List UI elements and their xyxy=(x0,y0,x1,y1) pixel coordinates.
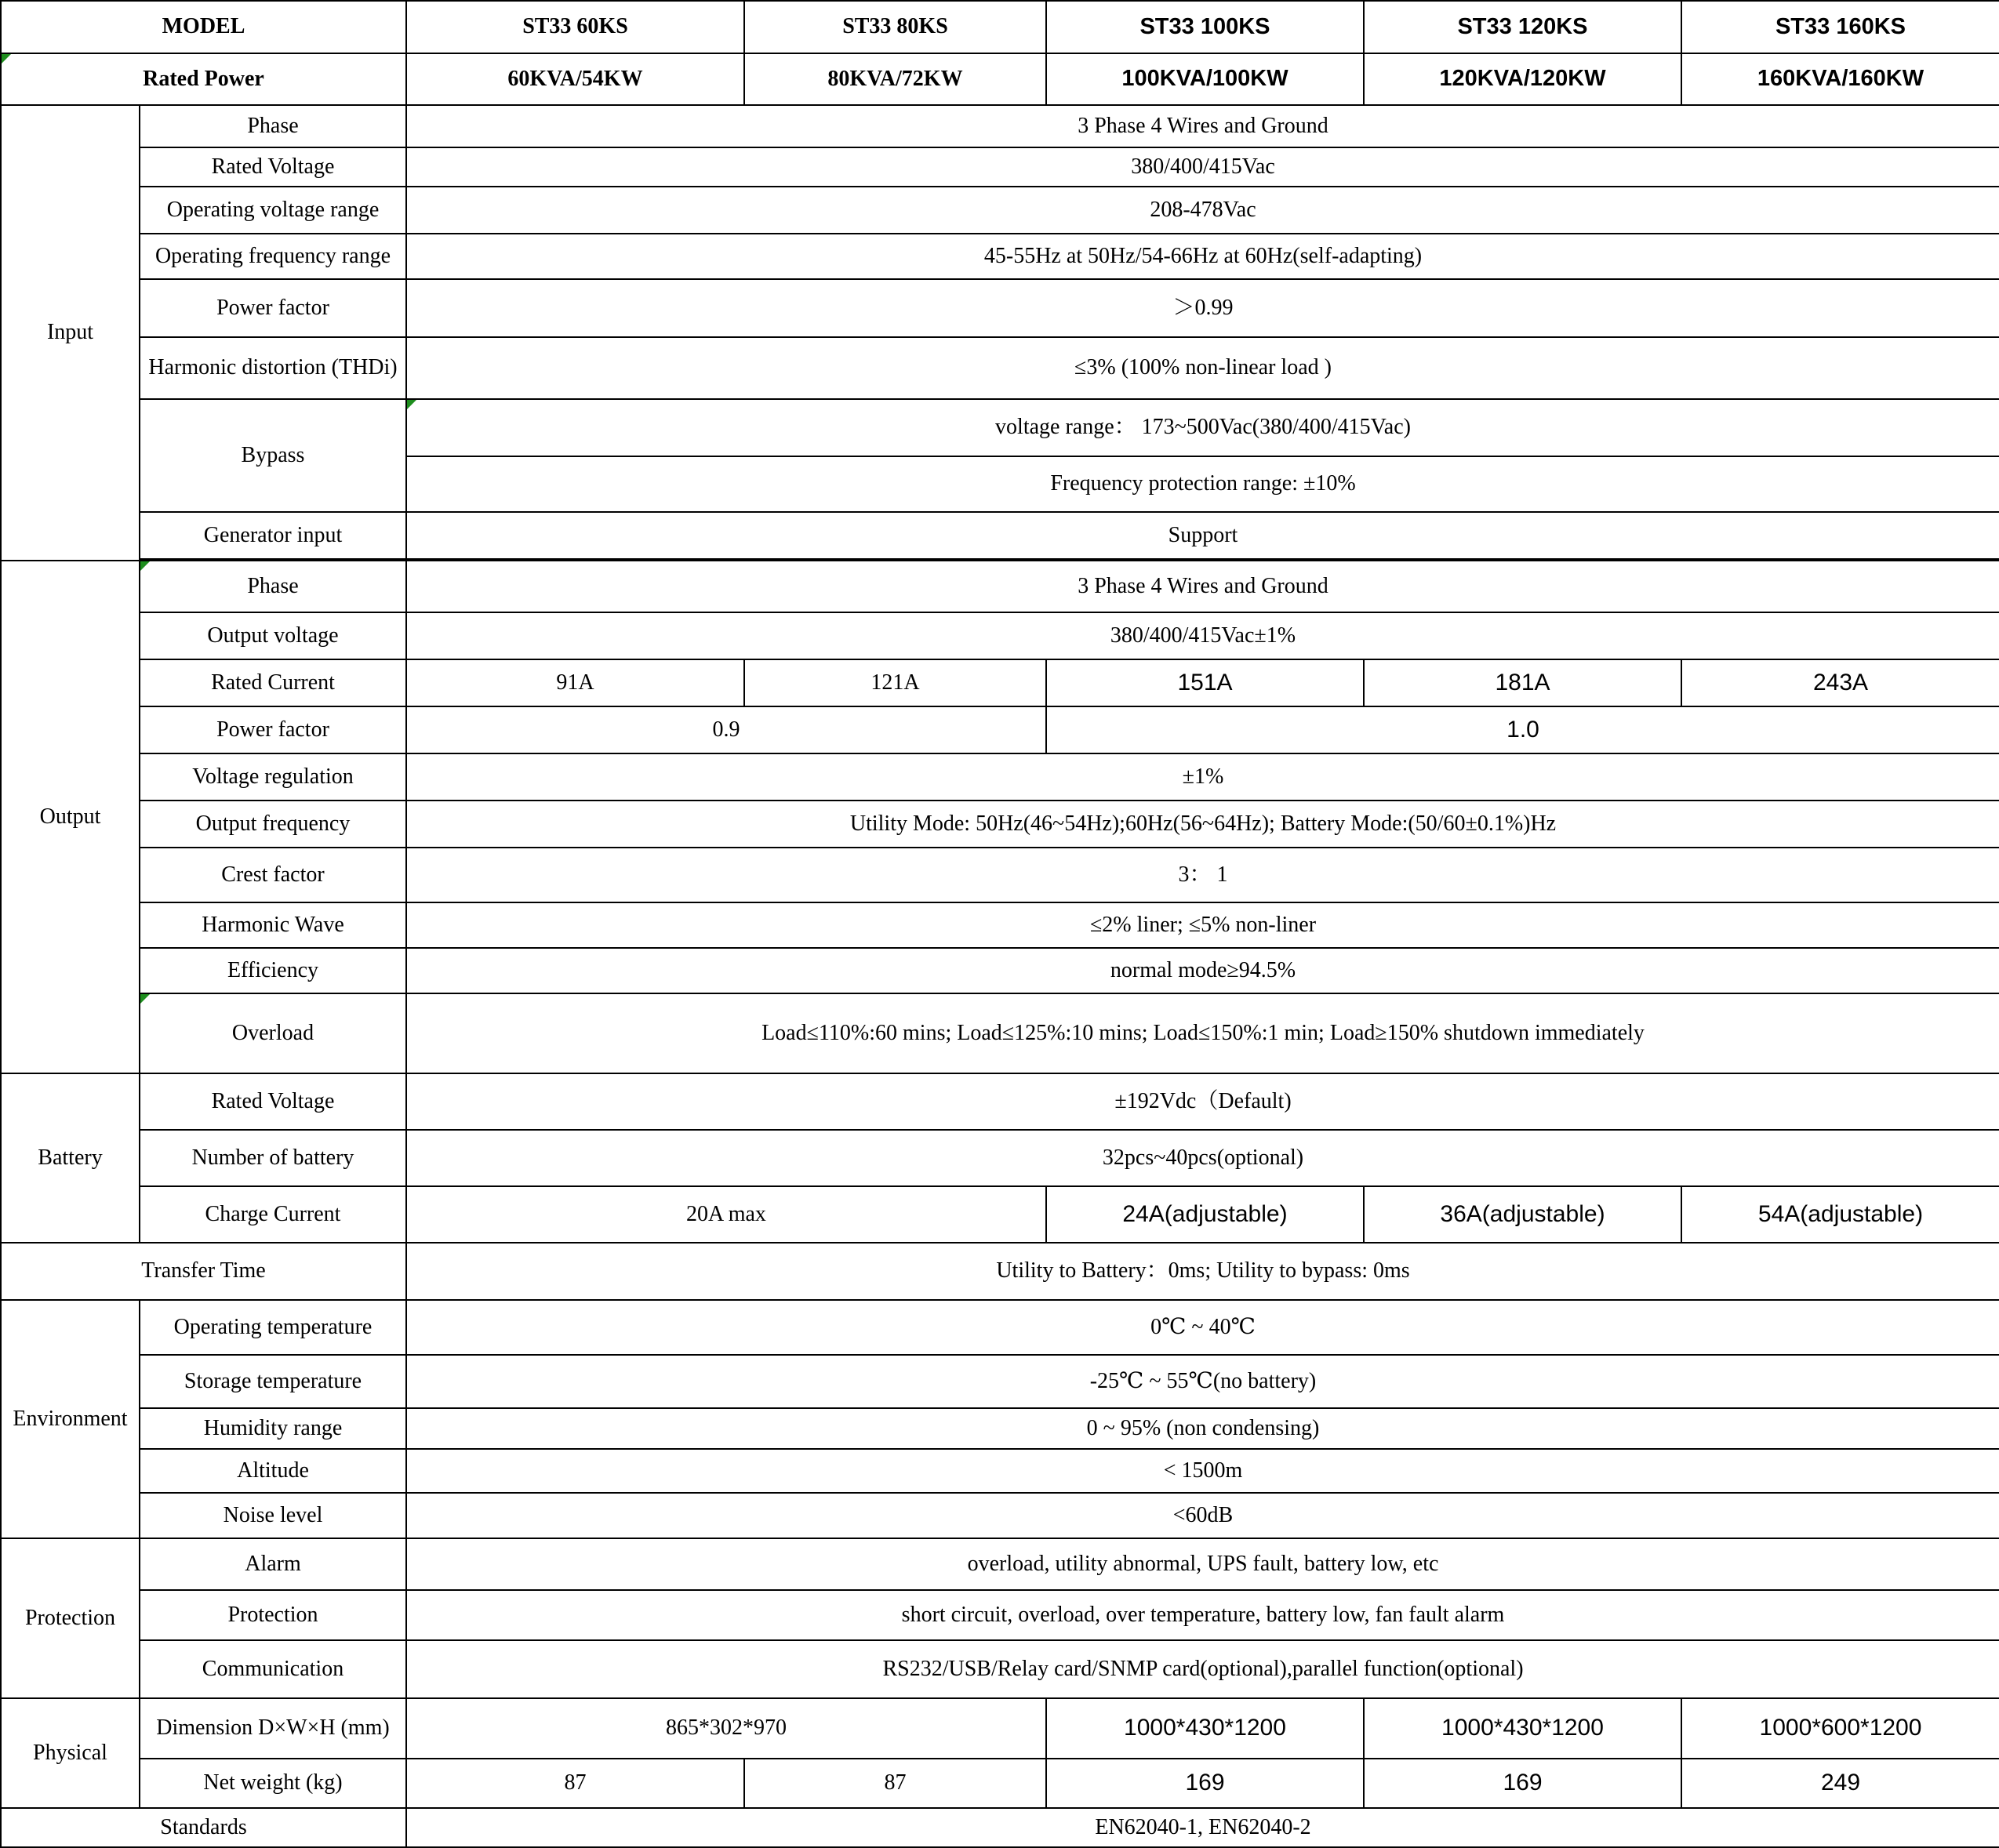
input-op-voltage-row xyxy=(1,187,1999,234)
row-value: 1000*600*1200 xyxy=(1681,1698,1999,1759)
row-value: 87 xyxy=(406,1759,744,1808)
row-label: Protection xyxy=(140,1590,406,1640)
row-value: 32pcs~40pcs(optional) xyxy=(406,1130,1999,1186)
row-label: Bypass xyxy=(140,399,406,512)
row-value: 54A(adjustable) xyxy=(1681,1186,1999,1243)
rated-power-label-text: Rated Power xyxy=(143,66,264,91)
rated-power-cell: 100KVA/100KW xyxy=(1046,53,1364,105)
row-value: 181A xyxy=(1364,659,1681,706)
prot-alarm-row xyxy=(1,1538,1999,1590)
row-label: Alarm xyxy=(140,1538,406,1590)
bypass-voltage-text: voltage range： 173~500Vac(380/400/415Vac) xyxy=(995,415,1411,440)
output-crest-row xyxy=(1,848,1999,902)
row-value: RS232/USB/Relay card/SNMP card(optional),parallel function(optional) xyxy=(406,1640,1999,1698)
row-value: 865*302*970 xyxy=(406,1698,1046,1759)
model-cell: ST33 160KS xyxy=(1681,1,1999,53)
row-value: 243A xyxy=(1681,659,1999,706)
output-phase-label-text: Phase xyxy=(247,573,299,598)
row-value: 45-55Hz at 50Hz/54-66Hz at 60Hz(self-adapting) xyxy=(406,234,1999,279)
group-physical: Physical xyxy=(1,1698,140,1808)
row-value: ±192Vdc（Default) xyxy=(406,1073,1999,1130)
row-label: Operating voltage range xyxy=(140,187,406,234)
input-thd-row xyxy=(1,337,1999,399)
output-voltage-row xyxy=(1,612,1999,659)
row-value xyxy=(406,399,1999,456)
prot-protection-row xyxy=(1,1590,1999,1640)
row-label: Standards xyxy=(1,1808,406,1847)
row-label: Harmonic Wave xyxy=(140,902,406,948)
battery-voltage-row xyxy=(1,1073,1999,1130)
output-harmonic-row xyxy=(1,902,1999,948)
row-value: Frequency protection range: ±10% xyxy=(406,456,1999,512)
prot-comm-row xyxy=(1,1640,1999,1698)
phys-dimension-row xyxy=(1,1698,1999,1759)
row-label: Operating frequency range xyxy=(140,234,406,279)
row-value: 3 Phase 4 Wires and Ground xyxy=(406,561,1999,612)
model-cell: ST33 60KS xyxy=(406,1,744,53)
row-value: 91A xyxy=(406,659,744,706)
row-value: 151A xyxy=(1046,659,1364,706)
row-value: 121A xyxy=(744,659,1046,706)
group-battery: Battery xyxy=(1,1073,140,1243)
row-label: Rated Voltage xyxy=(140,1073,406,1130)
row-value: normal mode≥94.5% xyxy=(406,948,1999,993)
output-freq-row xyxy=(1,801,1999,848)
env-storage-row xyxy=(1,1355,1999,1408)
model-label: MODEL xyxy=(1,1,406,53)
row-value: 380/400/415Vac±1% xyxy=(406,612,1999,659)
input-generator-row xyxy=(1,512,1999,559)
row-value: 1000*430*1200 xyxy=(1364,1698,1681,1759)
row-label xyxy=(140,993,406,1073)
row-value: 1000*430*1200 xyxy=(1046,1698,1364,1759)
row-label: Noise level xyxy=(140,1493,406,1538)
output-overload-row xyxy=(1,993,1999,1073)
corner-marker xyxy=(140,561,150,571)
row-value: 36A(adjustable) xyxy=(1364,1186,1681,1243)
env-humidity-row xyxy=(1,1408,1999,1449)
standards-row xyxy=(1,1808,1999,1847)
row-value: 380/400/415Vac xyxy=(406,147,1999,187)
row-label: Output voltage xyxy=(140,612,406,659)
row-value: 169 xyxy=(1046,1759,1364,1808)
row-label: Dimension D×W×H (mm) xyxy=(140,1698,406,1759)
input-phase-row xyxy=(1,105,1999,147)
phys-weight-row xyxy=(1,1759,1999,1808)
row-label: Transfer Time xyxy=(1,1243,406,1300)
corner-marker xyxy=(140,994,150,1004)
rated-power-cell: 120KVA/120KW xyxy=(1364,53,1681,105)
corner-marker xyxy=(407,400,416,409)
row-value: 3 Phase 4 Wires and Ground xyxy=(406,105,1999,147)
row-value: 0 ~ 95% (non condensing) xyxy=(406,1408,1999,1449)
row-value: 0℃ ~ 40℃ xyxy=(406,1300,1999,1355)
model-cell: ST33 80KS xyxy=(744,1,1046,53)
group-input: Input xyxy=(1,105,140,561)
row-value: 0.9 xyxy=(406,706,1046,753)
battery-number-row xyxy=(1,1130,1999,1186)
transfer-row xyxy=(1,1243,1999,1300)
row-value: Load≤110%:60 mins; Load≤125%:10 mins; Load≤150%:1 min; Load≥150% shutdown immediately xyxy=(406,993,1999,1073)
group-protection: Protection xyxy=(1,1538,140,1698)
row-label: Humidity range xyxy=(140,1408,406,1449)
rated-power-row xyxy=(1,53,1999,105)
output-efficiency-row xyxy=(1,948,1999,993)
row-label: Output frequency xyxy=(140,801,406,848)
model-cell: ST33 100KS xyxy=(1046,1,1364,53)
battery-charge-row xyxy=(1,1186,1999,1243)
row-label: Power factor xyxy=(140,279,406,337)
rated-power-cell: 160KVA/160KW xyxy=(1681,53,1999,105)
row-label: Crest factor xyxy=(140,848,406,902)
model-cell: ST33 120KS xyxy=(1364,1,1681,53)
row-value: 87 xyxy=(744,1759,1046,1808)
row-value: 1.0 xyxy=(1046,706,1999,753)
row-label: Storage temperature xyxy=(140,1355,406,1408)
row-value: short circuit, overload, over temperature, battery low, fan fault alarm xyxy=(406,1590,1999,1640)
env-noise-row xyxy=(1,1493,1999,1538)
input-pf-row xyxy=(1,279,1999,337)
row-label: Communication xyxy=(140,1640,406,1698)
row-label: Rated Voltage xyxy=(140,147,406,187)
row-label: Number of battery xyxy=(140,1130,406,1186)
group-output: Output xyxy=(1,561,140,1073)
row-value: <60dB xyxy=(406,1493,1999,1538)
row-value: -25℃ ~ 55℃(no battery) xyxy=(406,1355,1999,1408)
row-label: Operating temperature xyxy=(140,1300,406,1355)
row-value: 3： 1 xyxy=(406,848,1999,902)
env-altitude-row xyxy=(1,1449,1999,1493)
output-current-row xyxy=(1,659,1999,706)
rated-power-cell: 60KVA/54KW xyxy=(406,53,744,105)
output-phase-row xyxy=(1,561,1999,612)
row-value: 20A max xyxy=(406,1186,1046,1243)
group-environment: Environment xyxy=(1,1300,140,1538)
output-pf-row xyxy=(1,706,1999,753)
rated-power-cell: 80KVA/72KW xyxy=(744,53,1046,105)
row-value: 249 xyxy=(1681,1759,1999,1808)
input-bypass-row xyxy=(1,399,1999,456)
row-value: Support xyxy=(406,512,1999,559)
overload-label-text: Overload xyxy=(231,1020,314,1045)
row-value: ±1% xyxy=(406,753,1999,801)
row-label: Charge Current xyxy=(140,1186,406,1243)
row-value: Utility Mode: 50Hz(46~54Hz);60Hz(56~64Hz); Battery Mode:(50/60±0.1%)Hz xyxy=(406,801,1999,848)
row-value: ＞0.99 xyxy=(406,279,1999,337)
row-label: Net weight (kg) xyxy=(140,1759,406,1808)
row-label: Efficiency xyxy=(140,948,406,993)
model-row xyxy=(1,1,1999,53)
row-label: Altitude xyxy=(140,1449,406,1493)
input-rated-voltage-row xyxy=(1,147,1999,187)
row-value: 208-478Vac xyxy=(406,187,1999,234)
row-value: < 1500m xyxy=(406,1449,1999,1493)
corner-marker xyxy=(2,54,11,64)
row-label xyxy=(140,561,406,612)
row-label: Rated Current xyxy=(140,659,406,706)
row-value: 169 xyxy=(1364,1759,1681,1808)
row-label: Harmonic distortion (THDi) xyxy=(140,337,406,399)
rated-power-label xyxy=(1,53,406,105)
output-regulation-row xyxy=(1,753,1999,801)
row-label: Voltage regulation xyxy=(140,753,406,801)
row-value: ≤2% liner; ≤5% non-liner xyxy=(406,902,1999,948)
row-value: Utility to Battery：0ms; Utility to bypass: 0ms xyxy=(406,1243,1999,1300)
row-value: 24A(adjustable) xyxy=(1046,1186,1364,1243)
env-op-temp-row xyxy=(1,1300,1999,1355)
row-value: overload, utility abnormal, UPS fault, battery low, etc xyxy=(406,1538,1999,1590)
row-value: ≤3% (100% non-linear load ) xyxy=(406,337,1999,399)
input-op-freq-row xyxy=(1,234,1999,279)
row-value: EN62040-1, EN62040-2 xyxy=(406,1808,1999,1847)
row-label: Generator input xyxy=(140,512,406,559)
row-label: Phase xyxy=(140,105,406,147)
row-label: Power factor xyxy=(140,706,406,753)
